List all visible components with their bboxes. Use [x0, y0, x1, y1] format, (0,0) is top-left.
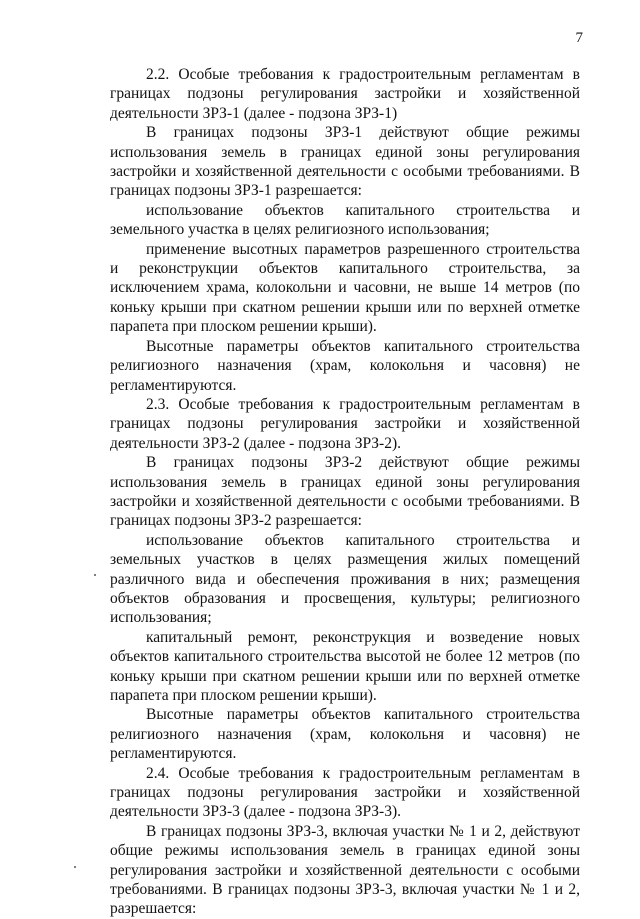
document-body	[110, 65, 580, 919]
paragraph: В границах подзоны ЗРЗ-1 действуют общие режимы использования земель в границах единой зоны регулирования застройки и хозяйственной деятельности с особыми требованиями. В границах подзоны ЗРЗ-1 разрешается:	[110, 124, 580, 200]
page-number: 7	[575, 30, 583, 46]
paragraph: применение высотных параметров разрешенного строительства и реконструкции объектов капитального строительства, за исключением храма, колокольни и часовни, не выше 14 метров (по коньку крыши при скатном решении крыши или по верхней отметке парапета при плоском решении крыши).	[110, 240, 580, 336]
section-heading-2-4: 2.4. Особые требования к градостроительным регламентам в границах подзоны регулирования застройки и хозяйственной деятельности ЗРЗ-3 (далее - подзона ЗРЗ-3).	[110, 764, 580, 821]
paragraph: В границах подзоны ЗРЗ-3, включая участки № 1 и 2, действуют общие режимы использования земель в границах единой зоны регулирования застройки и хозяйственной деятельности с особыми требованиями. В границах подзоны ЗРЗ-3, включая участки № 1 и 2, разрешается:	[110, 822, 580, 918]
paragraph: Высотные параметры объектов капитального строительства религиозного назначения (храм, колокольня и часовня) не регламентируются.	[110, 337, 580, 394]
section-heading-2-2: 2.2. Особые требования к градостроительным регламентам в границах подзоны регулирования застройки и хозяйственной деятельности ЗРЗ-1 (далее - подзона ЗРЗ-1)	[110, 66, 580, 122]
paragraph: Высотные параметры объектов капитального строительства религиозного назначения (храм, колокольня и часовня) не регламентируются.	[110, 706, 580, 763]
scan-speck	[74, 866, 76, 868]
paragraph: использование объектов капитального строительства и земельных участков в целях размещения жилых помещений различного вида и обеспечения проживания в них; размещения объектов образования и просвещения, культуры; религиозного использования;	[110, 531, 580, 627]
paragraph: В границах подзоны ЗРЗ-2 действуют общие режимы использования земель в границах единой зоны регулирования застройки и хозяйственной деятельности с особыми требованиями. В границах подзоны ЗРЗ-2 разрешается:	[110, 454, 580, 530]
section-heading-2-3: 2.3. Особые требования к градостроительным регламентам в границах подзоны регулирования застройки и хозяйственной деятельности ЗРЗ-2 (далее - подзона ЗРЗ-2).	[110, 395, 580, 452]
scan-speck	[94, 574, 96, 576]
paragraph: использование объектов капитального строительства и земельного участка в целях религиозного использования;	[110, 201, 580, 239]
paragraph: капитальный ремонт, реконструкция и возведение новых объектов капитального строительства высотой не более 12 метров (по коньку крыши при скатном решении крыши или по верхней отметке парапета при плоском решении крыши).	[110, 628, 580, 704]
